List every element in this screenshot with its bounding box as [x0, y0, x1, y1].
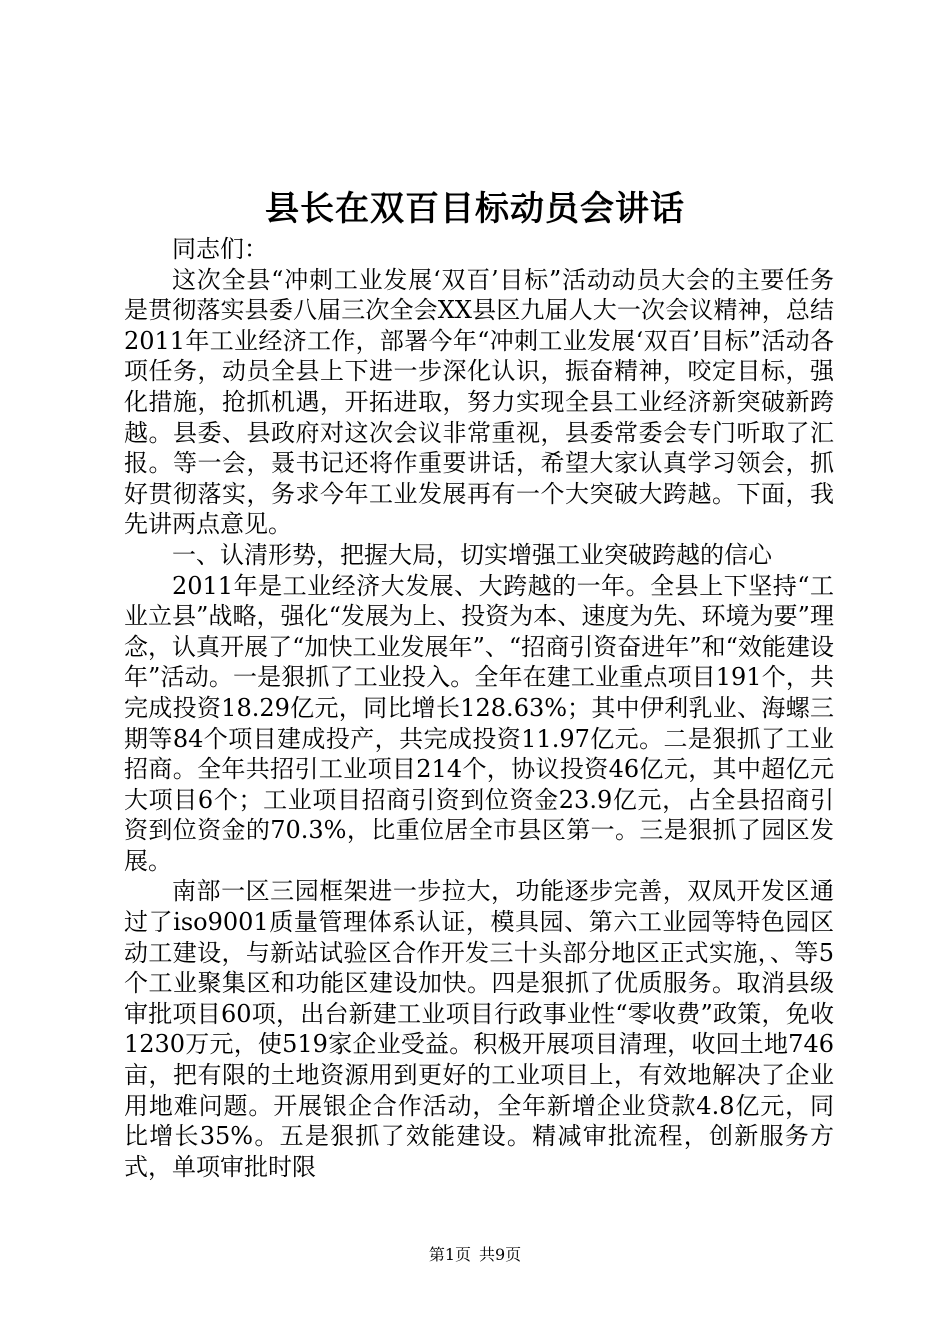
- page-number: 第1页: [428, 1245, 471, 1264]
- paragraph-intro: 这次全县“冲刺工业发展‘双百’目标”活动动员大会的主要任务是贯彻落实县委八届三次全会XX县区九届人大一次会议精神，总结2011年工业经济工作，部署今年“冲刺工业发展‘双百’目标”活动各项任务，动员全县上下进一步深化认识，振奋精神，咬定目标，强化措施，抢抓机遇，开拓进取，努力实现全县工业经济新突破新跨越。县委、县政府对这次会议非常重视，县委常委会专门听取了汇报。等一会，聂书记还将作重要讲话，希望大家认真学习领会，抓好贯彻落实，务求今年工业发展再有一个大突破大跨越。下面，我先讲两点意见。: [124, 265, 834, 539]
- document-title: 县长在双百目标动员会讲话: [265, 189, 685, 229]
- document-body: [124, 234, 834, 1182]
- paragraph-2011-review: 2011年是工业经济大发展、大跨越的一年。全县上下坚持“工业立县”战略，强化“发展为上、投资为本、速度为先、环境为要”理念，认真开展了“加快工业发展年”、“招商引资奋进年”和“效能建设年”活动。一是狠抓了工业投入。全年在建工业重点项目191个，共完成投资18.29亿元，同比增长128.63%；其中伊利乳业、海螺三期等84个项目建成投产，共完成投资11.97亿元。二是狠抓了工业招商。全年共招引工业项目214个，协议投资46亿元，其中超亿元大项目6个；工业项目招商引资到位资金23.9亿元，占全县招商引资到位资金的70.3%，比重位居全市县区第一。三是狠抓了园区发展。: [124, 571, 834, 875]
- page-total: 共9页: [479, 1245, 522, 1264]
- section-heading-1: 一、认清形势，把握大局，切实增强工业突破跨越的信心: [172, 540, 772, 569]
- page-footer: [0, 1244, 950, 1266]
- paragraph-salutation: 同志们：: [172, 235, 268, 263]
- paragraph-park-development: 南部一区三园框架进一步拉大，功能逐步完善，双凤开发区通过了iso9001质量管理体系认证，模具园、第六工业园等特色园区动工建设，与新站试验区合作开发三十头部分地区正式实施，、等5个工业聚集区和功能区建设加快。四是狠抓了优质服务。取消县级审批项目60项，出台新建工业项目行政事业性“零收费”政策，免收1230万元，使519家企业受益。积极开展项目清理，收回土地746亩，把有限的土地资源用到更好的工业项目上，有效地解决了企业用地难问题。开展银企合作活动，全年新增企业贷款4.8亿元，同比增长35%。五是狠抓了效能建设。精减审批流程，创新服务方式，单项审批时限: [124, 877, 834, 1181]
